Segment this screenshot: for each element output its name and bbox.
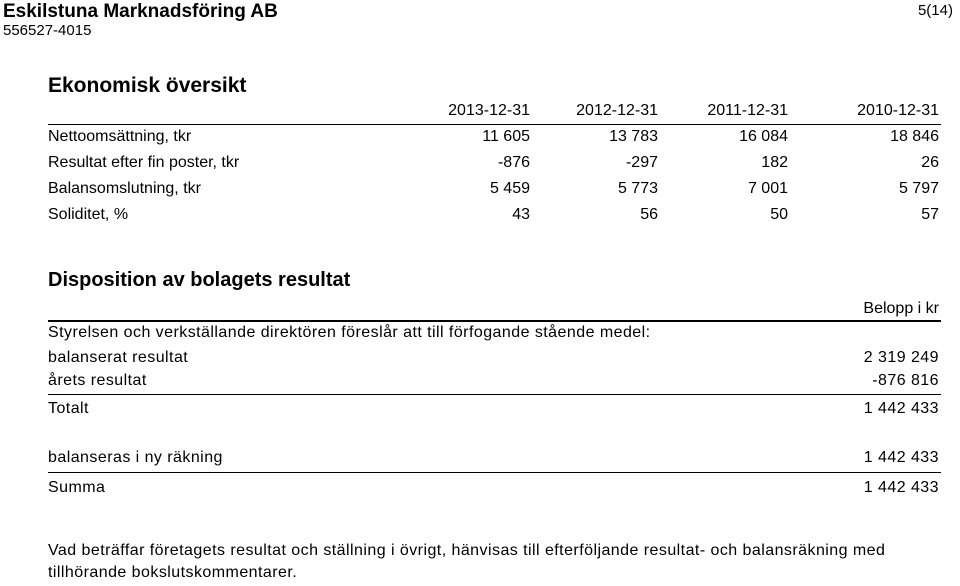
row-value: -876 816 <box>872 372 939 389</box>
row-value: 50 <box>770 206 788 223</box>
row-value: 56 <box>640 206 658 223</box>
year-header: 2011-12-31 <box>707 102 788 119</box>
row-balanserat-resultat <box>48 346 941 370</box>
overview-row-resultat <box>48 151 941 177</box>
row-value: 1 442 433 <box>863 400 939 417</box>
company-name: Eskilstuna Marknadsföring AB <box>3 1 278 22</box>
row-value: 11 605 <box>482 128 530 145</box>
footer-note: Vad beträffar företagets resultat och ställning i övrigt, hänvisas till efterföljande resultat- och balansräkning med tillhörande bokslutskommentarer. <box>48 542 886 581</box>
row-value: 1 442 433 <box>863 479 939 496</box>
disposition-intro: Styrelsen och verkställande direktören föreslår att till förfogande stående medel: <box>48 324 651 341</box>
row-label: Summa <box>48 479 106 496</box>
row-label: Totalt <box>48 400 89 417</box>
row-value: 2 319 249 <box>863 349 939 366</box>
disposition-title: Disposition av bolagets resultat <box>48 269 351 291</box>
row-value: 43 <box>512 206 530 223</box>
row-value: 1 442 433 <box>863 449 939 466</box>
year-header: 2013-12-31 <box>448 102 530 119</box>
row-value: 5 459 <box>489 180 530 197</box>
overview-header-row <box>48 101 941 125</box>
row-label: årets resultat <box>48 372 147 389</box>
row-value: 16 084 <box>739 128 788 145</box>
row-ny-rakning <box>48 446 941 470</box>
row-label: Balansomslutning, tkr <box>48 180 201 197</box>
row-label: balanseras i ny räkning <box>48 449 223 466</box>
row-label: Resultat efter fin poster, tkr <box>48 154 240 171</box>
row-value: -297 <box>625 154 658 171</box>
row-value: 182 <box>761 154 788 171</box>
overview-row-balansomslutning <box>48 177 941 203</box>
org-number: 556527-4015 <box>3 22 92 39</box>
row-label: Soliditet, % <box>48 206 129 223</box>
row-value: 13 783 <box>609 128 658 145</box>
row-value: 5 797 <box>898 180 939 197</box>
year-header: 2010-12-31 <box>857 102 939 119</box>
overview-row-nettoomsattning <box>48 125 941 151</box>
row-summa <box>48 476 941 500</box>
amount-header: Belopp i kr <box>863 300 939 317</box>
row-value: 7 001 <box>747 180 788 197</box>
row-value: 18 846 <box>890 128 939 145</box>
year-header: 2012-12-31 <box>576 102 658 119</box>
row-value: 5 773 <box>617 180 658 197</box>
row-label: Nettoomsättning, tkr <box>48 128 192 145</box>
row-value: -876 <box>497 154 530 171</box>
subtotal-divider <box>48 394 941 395</box>
overview-title: Ekonomisk översikt <box>48 74 247 97</box>
page-number: 5(14) <box>917 2 953 19</box>
amount-header-row <box>48 297 941 322</box>
row-arets-resultat <box>48 369 941 393</box>
overview-row-soliditet <box>48 203 941 229</box>
row-totalt <box>48 397 941 421</box>
row-value: 26 <box>921 154 939 171</box>
row-label: balanserat resultat <box>48 349 189 366</box>
row-value: 57 <box>921 206 939 223</box>
sum-divider <box>48 472 941 473</box>
